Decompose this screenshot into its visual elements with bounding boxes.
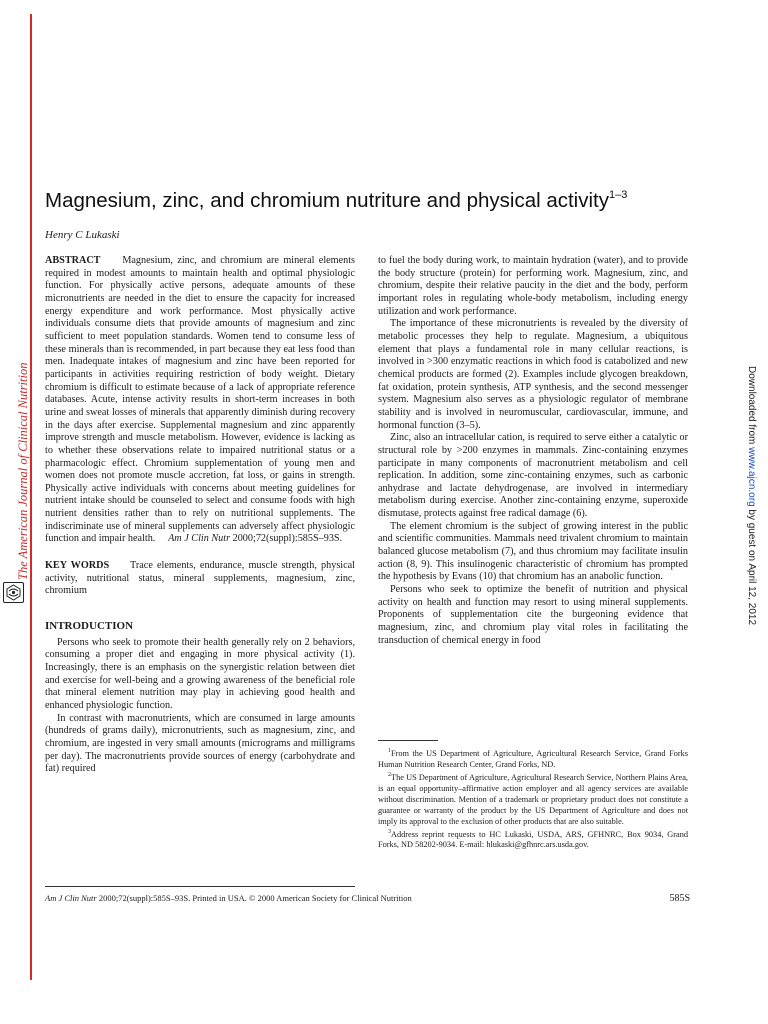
paragraph: The importance of these micronutrients is revealed by the diversity of metabolic processes they help to regulate. Magnesium, a ubiquitous element that plays a fundamental role in many cellular reactions, is involved in >300 enzymatic reactions in which food is catabolized and new chemical products are formed (2). Examples include glycogen breakdown, fat oxidation, protein synthesis, ATP synthesis, and the second messenger system. Magnesium also serves as a physiologic regulator of membrane stability and is involved in neuromuscular, cardiovascular, immune, and hormonal function (3–5). xyxy=(378,318,688,431)
page-number: 585S xyxy=(669,893,690,904)
keywords-label: KEY WORDS xyxy=(45,560,110,572)
abstract-citation-journal: Am J Clin Nutr xyxy=(168,533,231,545)
footnote-text: The US Department of Agriculture, Agricultural Research Service, Northern Plains Area, is an equal opportunity–affirmative action employer and all agency services are available without discrimination. Mention of a trademark or proprietary product does not constitute a guarantee or warranty of the product by the US Department of Agriculture and does not imply its approval to the exclusion of other products that are also suitable. xyxy=(378,772,688,826)
footnote-1 xyxy=(378,746,688,770)
footer-journal: Am J Clin Nutr xyxy=(45,893,97,903)
abstract-citation-rest: 2000;72(suppl):585S–93S. xyxy=(232,533,343,545)
footnotes xyxy=(378,746,688,850)
footnote-marker: 2 xyxy=(388,771,391,778)
download-suffix: by guest on April 12, 2012 xyxy=(746,506,757,626)
abstract-text: Magnesium, zinc, and chromium are mineral elements required in modest amounts to maintain health and optimal physiologic function. For physically active persons, adequate amounts of these micronutrients are needed in the diet to ensure the capacity for increased energy expenditure and work performance. Most physically active individuals consume diets that provide amounts of magnesium and zinc sufficient to meet population standards. Women tend to consume less of these minerals than is recommended, in part because they eat less food than men. Inadequate intakes of magnesium and zinc have been reported for participants in activities requiring restriction of body weight. Dietary chromium is difficult to estimate because of a lack of appropriate reference databases. Acute, intense activity results in short-term increases in both urine and sweat losses of minerals that apparently diminish during recovery in the days after exercise. Supplemental magnesium and zinc apparently improve strength and muscle metabolism. However, evidence is lacking as to whether these observations relate to impaired nutritional status or a pharmacologic effect. Chromium supplementation of young men and women does not promote muscle accretion, fat loss, or gains in strength. Physically active individuals with concerns about meeting guidelines for nutrient intake should be counseled to select and consume foods with high nutrient densities rather than to rely on nutritional supplements. The indiscriminate use of mineral supplements can adversely affect physiologic function and impair health. xyxy=(45,255,356,545)
footnote-2 xyxy=(378,770,688,827)
title-text: Magnesium, zinc, and chromium nutriture and physical activity xyxy=(45,189,609,212)
footnote-text: From the US Department of Agriculture, Agricultural Research Service, Grand Forks Human Nutrition Research Center, Grand Forks, ND. xyxy=(378,748,688,769)
paragraph: Zinc, also an intracellular cation, is required to serve either a catalytic or structural role by >200 enzymes in mammals. Zinc-containing enzymes participate in many components of macronutrient metabolism and cell replication. In addition, some zinc-containing enzymes, such as carbonic anhydrase and lactate dehydrogenase, are involved in intermediary metabolism during exercise. Another zinc-containing enzyme, superoxide dismutase, protects against free radical damage (6). xyxy=(378,432,688,520)
ajcn-logo-icon xyxy=(3,582,24,603)
footer-divider xyxy=(45,886,355,887)
footnote-3 xyxy=(378,827,688,851)
footnote-divider xyxy=(378,740,438,741)
title-footnote-marker[interactable]: 1–3 xyxy=(609,189,628,201)
paragraph: The element chromium is the subject of growing interest in the public and scientific communities. Mammals need trivalent chromium to maintain balanced glucose metabolism (7), and thus chromium may facilitate insulin action (8, 9). This insulinogenic characteristic of chromium has prompted the hypothesis by Evans (10) that chromium has an anabolic function. xyxy=(378,520,688,583)
abstract xyxy=(45,255,355,546)
keywords xyxy=(45,560,355,598)
page-footer xyxy=(45,893,690,903)
download-note xyxy=(746,366,757,625)
paragraph: to fuel the body during work, to maintain hydration (water), and to provide the body structure (protein) for performing work. Magnesium, zinc, and chromium, despite their relative paucity in the diet and the body, perform important roles in regulating whole-body metabolism, including energy utilization and work performance. xyxy=(378,255,688,317)
download-prefix: Downloaded from xyxy=(746,366,757,448)
paragraph: In contrast with macronutrients, which are consumed in large amounts (hundreds of grams daily), micronutrients, such as magnesium, zinc, and chromium, are ingested in very small amounts (micrograms and milligrams per day). The macronutrients provide sources of energy (carbohydrate and fat) required xyxy=(45,712,355,775)
keywords-text: Trace elements, endurance, muscle strength, physical activity, nutritional status, mineral supplements, magnesium, zinc, chromium xyxy=(45,560,355,597)
footnote-marker: 3 xyxy=(388,828,391,835)
article-title xyxy=(45,189,735,213)
footnote-text: Address reprint requests to HC Lukaski, USDA, ARS, GFHNRC, Box 9034, Grand Forks, ND 58202-9034. E-mail: hlukaski@gfhnrc.ars.usda.gov. xyxy=(378,829,688,850)
paragraph: Persons who seek to promote their health generally rely on 2 behaviors, consuming a proper diet and engaging in more physical activity (1). Increasingly, there is an emphasis on the synergistic relation between diet and exercise for well-being and a growing awareness of the beneficial role that mineral element nutrition may play in achieving good health and enhanced physiologic function. xyxy=(45,636,355,711)
paragraph: Persons who seek to optimize the benefit of nutrition and physical activity on health and function may resort to using mineral supplements. Proponents of supplementation cite the burgeoning evidence that magnesium, zinc, and chromium play vital roles in facilitating the transduction of chemical energy in food xyxy=(378,584,688,646)
left-column xyxy=(45,255,355,776)
footnote-marker: 1 xyxy=(388,748,391,754)
section-heading-introduction: INTRODUCTION xyxy=(45,620,134,633)
author-name: Henry C Lukaski xyxy=(45,229,120,241)
footer-text: 2000;72(suppl):585S–93S. Printed in USA. © 2000 American Society for Clinical Nutrition xyxy=(96,893,412,903)
site-link[interactable]: www.ajcn.org xyxy=(746,447,757,507)
right-column xyxy=(378,255,688,647)
abstract-label: ABSTRACT xyxy=(45,255,101,266)
journal-name-vertical: The American Journal of Clinical Nutrition xyxy=(16,362,30,580)
